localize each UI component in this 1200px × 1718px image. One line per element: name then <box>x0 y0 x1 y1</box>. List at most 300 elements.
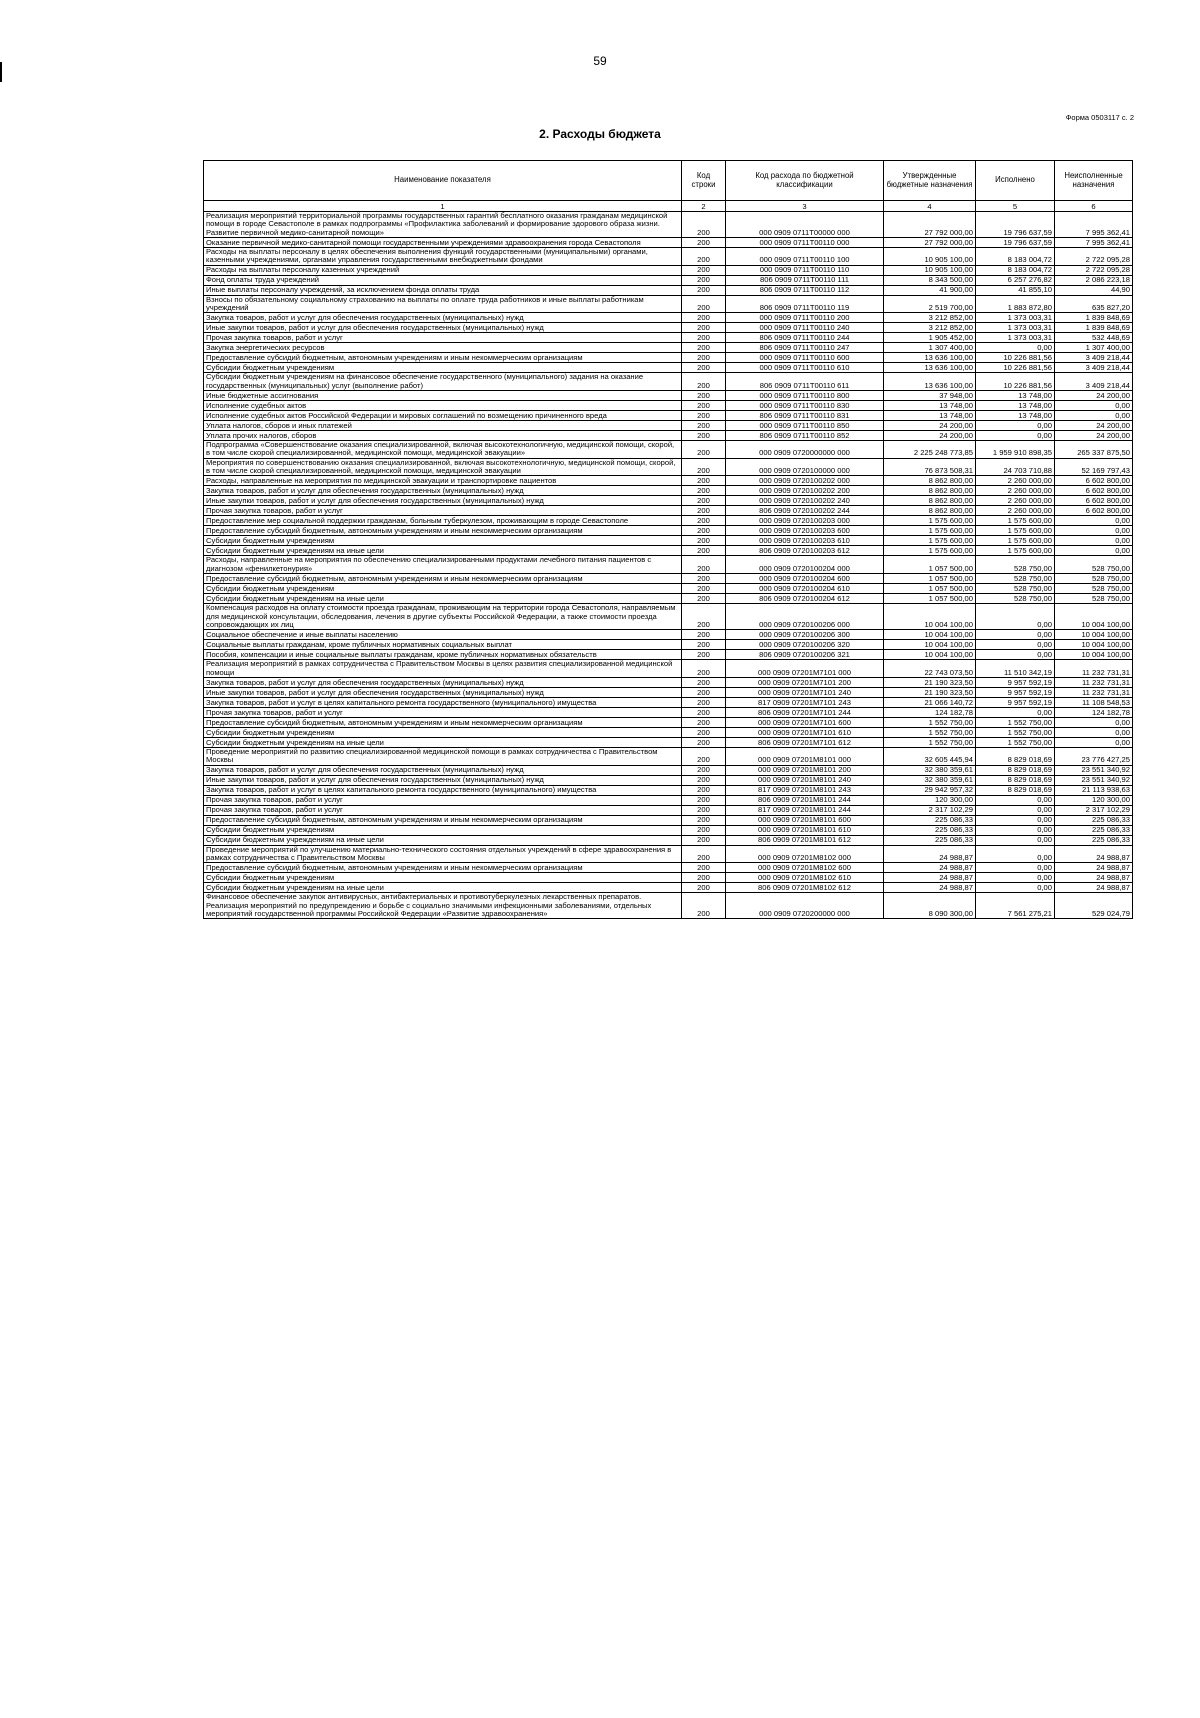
row-name: Прочая закупка товаров, работ и услуг <box>204 805 682 815</box>
column-number: 3 <box>726 201 884 212</box>
table-row <box>204 486 1133 496</box>
table-row <box>204 516 1133 526</box>
row-name: Иные выплаты персоналу учреждений, за исключением фонда оплаты труда <box>204 285 682 295</box>
expenses-table <box>203 160 1133 919</box>
row-executed: 1 575 600,00 <box>976 546 1055 556</box>
table-row <box>204 476 1133 486</box>
row-line-code: 200 <box>682 441 726 459</box>
table-row <box>204 687 1133 697</box>
row-unexecuted: 3 409 218,44 <box>1055 373 1133 391</box>
row-unexecuted: 23 551 340,92 <box>1055 775 1133 785</box>
row-classification-code: 806 0909 0711T00110 112 <box>726 285 884 295</box>
table-row <box>204 248 1133 266</box>
row-name: Мероприятия по совершенствованию оказания специализированной, включая высокотехнологичную, медицинской помощи, скорой, в том числе скорой специализированной, медицинской помощи, медицинской эвакуации <box>204 458 682 476</box>
row-name: Субсидии бюджетным учреждениям <box>204 873 682 883</box>
row-executed: 1 575 600,00 <box>976 526 1055 536</box>
table-row <box>204 343 1133 353</box>
row-executed: 1 552 750,00 <box>976 727 1055 737</box>
row-classification-code: 806 0909 07201M7101 612 <box>726 737 884 747</box>
table-row <box>204 765 1133 775</box>
row-name: Субсидии бюджетным учреждениям <box>204 536 682 546</box>
row-classification-code: 000 0909 0720100202 200 <box>726 486 884 496</box>
table-row <box>204 805 1133 815</box>
table-row <box>204 411 1133 421</box>
row-executed: 0,00 <box>976 883 1055 893</box>
row-classification-code: 000 0909 07201M8101 200 <box>726 765 884 775</box>
column-number: 6 <box>1055 201 1133 212</box>
row-approved: 225 086,33 <box>884 815 976 825</box>
table-row <box>204 697 1133 707</box>
table-row <box>204 265 1133 275</box>
row-executed: 528 750,00 <box>976 584 1055 594</box>
row-approved: 8 343 500,00 <box>884 275 976 285</box>
row-name: Закупка товаров, работ и услуг для обеспечения государственных (муниципальных) нужд <box>204 677 682 687</box>
form-code: Форма 0503117 с. 2 <box>1065 113 1134 122</box>
row-line-code: 200 <box>682 353 726 363</box>
column-number-row <box>204 201 1133 212</box>
row-unexecuted: 0,00 <box>1055 401 1133 411</box>
row-approved: 10 004 100,00 <box>884 630 976 640</box>
row-line-code: 200 <box>682 805 726 815</box>
row-line-code: 200 <box>682 496 726 506</box>
row-approved: 1 057 500,00 <box>884 556 976 574</box>
row-approved: 1 552 750,00 <box>884 727 976 737</box>
row-executed: 13 748,00 <box>976 391 1055 401</box>
row-unexecuted: 0,00 <box>1055 737 1133 747</box>
row-approved: 8 862 800,00 <box>884 486 976 496</box>
row-unexecuted: 1 839 848,69 <box>1055 323 1133 333</box>
row-name: Субсидии бюджетным учреждениям <box>204 584 682 594</box>
table-row <box>204 893 1133 919</box>
table-row <box>204 737 1133 747</box>
row-line-code: 200 <box>682 363 726 373</box>
table-row <box>204 295 1133 313</box>
header-classification-code: Код расхода по бюджетной классификации <box>726 161 884 201</box>
row-executed: 0,00 <box>976 835 1055 845</box>
row-unexecuted: 10 004 100,00 <box>1055 630 1133 640</box>
row-unexecuted: 6 602 800,00 <box>1055 486 1133 496</box>
row-approved: 13 636 100,00 <box>884 373 976 391</box>
row-name: Иные закупки товаров, работ и услуг для обеспечения государственных (муниципальных) нужд <box>204 496 682 506</box>
row-approved: 22 743 073,50 <box>884 660 976 678</box>
row-name: Расходы на выплаты персоналу в целях обеспечения выполнения функций государственными (муниципальными) органами, казенными учреждениями, органами управления государственными внебюджетными фондами <box>204 248 682 266</box>
row-line-code: 200 <box>682 650 726 660</box>
row-line-code: 200 <box>682 687 726 697</box>
row-name: Субсидии бюджетным учреждениям <box>204 363 682 373</box>
table-row <box>204 431 1133 441</box>
row-executed: 9 957 592,19 <box>976 697 1055 707</box>
row-unexecuted: 2 722 095,28 <box>1055 248 1133 266</box>
row-unexecuted: 21 113 938,63 <box>1055 785 1133 795</box>
table-row <box>204 313 1133 323</box>
row-unexecuted: 24 988,87 <box>1055 845 1133 863</box>
row-executed: 0,00 <box>976 863 1055 873</box>
table-row <box>204 594 1133 604</box>
row-line-code: 200 <box>682 431 726 441</box>
table-row <box>204 883 1133 893</box>
row-executed: 2 260 000,00 <box>976 486 1055 496</box>
row-classification-code: 000 0909 07201M7101 600 <box>726 717 884 727</box>
row-unexecuted: 2 086 223,18 <box>1055 275 1133 285</box>
row-executed: 19 796 637,59 <box>976 212 1055 238</box>
table-row <box>204 845 1133 863</box>
row-name: Фонд оплаты труда учреждений <box>204 275 682 285</box>
table-row <box>204 630 1133 640</box>
row-executed: 1 883 872,80 <box>976 295 1055 313</box>
row-classification-code: 000 0909 0720100000 000 <box>726 458 884 476</box>
row-approved: 10 004 100,00 <box>884 650 976 660</box>
row-line-code: 200 <box>682 391 726 401</box>
row-classification-code: 000 0909 0720100204 610 <box>726 584 884 594</box>
row-approved: 24 200,00 <box>884 431 976 441</box>
row-unexecuted: 225 086,33 <box>1055 815 1133 825</box>
row-approved: 1 575 600,00 <box>884 536 976 546</box>
row-name: Исполнение судебных актов Российской Федерации и мировых соглашений по возмещению причиненного вреда <box>204 411 682 421</box>
table-row <box>204 650 1133 660</box>
row-name: Реализация мероприятий в рамках сотрудничества с Правительством Москвы в целях развития специализированной медицинской помощи <box>204 660 682 678</box>
row-approved: 21 190 323,50 <box>884 677 976 687</box>
row-classification-code: 000 0909 0720100206 320 <box>726 640 884 650</box>
table-row <box>204 640 1133 650</box>
row-unexecuted: 265 337 875,50 <box>1055 441 1133 459</box>
row-line-code: 200 <box>682 594 726 604</box>
row-name: Субсидии бюджетным учреждениям <box>204 825 682 835</box>
row-unexecuted: 24 988,87 <box>1055 883 1133 893</box>
row-name: Закупка товаров, работ и услуг для обеспечения государственных (муниципальных) нужд <box>204 765 682 775</box>
row-unexecuted: 0,00 <box>1055 546 1133 556</box>
row-line-code: 200 <box>682 795 726 805</box>
table-row <box>204 391 1133 401</box>
row-line-code: 200 <box>682 765 726 775</box>
row-classification-code: 000 0909 0720100203 000 <box>726 516 884 526</box>
table-row <box>204 526 1133 536</box>
row-executed: 9 957 592,19 <box>976 687 1055 697</box>
row-approved: 24 988,87 <box>884 873 976 883</box>
row-classification-code: 000 0909 07201M8102 000 <box>726 845 884 863</box>
row-name: Предоставление субсидий бюджетным, автономным учреждениям и иным некоммерческим организациям <box>204 815 682 825</box>
row-executed: 0,00 <box>976 815 1055 825</box>
row-name: Взносы по обязательному социальному страхованию на выплаты по оплате труда работников и иные выплаты работникам учреждений <box>204 295 682 313</box>
row-name: Иные закупки товаров, работ и услуг для обеспечения государственных (муниципальных) нужд <box>204 323 682 333</box>
row-approved: 2 519 700,00 <box>884 295 976 313</box>
row-approved: 1 575 600,00 <box>884 546 976 556</box>
row-approved: 21 190 323,50 <box>884 687 976 697</box>
row-classification-code: 806 0909 07201M8101 244 <box>726 795 884 805</box>
row-approved: 1 575 600,00 <box>884 516 976 526</box>
row-executed: 24 703 710,88 <box>976 458 1055 476</box>
row-classification-code: 806 0909 0711T00110 247 <box>726 343 884 353</box>
row-approved: 1 552 750,00 <box>884 737 976 747</box>
row-approved: 225 086,33 <box>884 825 976 835</box>
table-row <box>204 727 1133 737</box>
row-classification-code: 806 0909 0720100206 321 <box>726 650 884 660</box>
table-row <box>204 401 1133 411</box>
table-row <box>204 795 1133 805</box>
row-approved: 8 862 800,00 <box>884 506 976 516</box>
row-classification-code: 000 0909 0720100203 600 <box>726 526 884 536</box>
row-name: Иные закупки товаров, работ и услуг для обеспечения государственных (муниципальных) нужд <box>204 775 682 785</box>
row-executed: 1 959 910 898,35 <box>976 441 1055 459</box>
row-line-code: 200 <box>682 815 726 825</box>
row-classification-code: 000 0909 0711T00110 850 <box>726 421 884 431</box>
row-unexecuted: 0,00 <box>1055 516 1133 526</box>
row-classification-code: 000 0909 0711T00110 610 <box>726 363 884 373</box>
row-unexecuted: 532 448,69 <box>1055 333 1133 343</box>
table-row <box>204 717 1133 727</box>
row-unexecuted: 11 232 731,31 <box>1055 687 1133 697</box>
row-classification-code: 000 0909 0711T00110 600 <box>726 353 884 363</box>
column-number: 5 <box>976 201 1055 212</box>
table-body <box>204 212 1133 919</box>
row-line-code: 200 <box>682 323 726 333</box>
header-name: Наименование показателя <box>204 161 682 201</box>
row-approved: 3 212 852,00 <box>884 323 976 333</box>
row-name: Закупка энергетических ресурсов <box>204 343 682 353</box>
row-classification-code: 000 0909 0711T00110 100 <box>726 248 884 266</box>
row-classification-code: 806 0909 07201M8102 612 <box>726 883 884 893</box>
row-approved: 24 988,87 <box>884 883 976 893</box>
row-name: Прочая закупка товаров, работ и услуг <box>204 506 682 516</box>
row-executed: 1 373 003,31 <box>976 323 1055 333</box>
row-unexecuted: 2 722 095,28 <box>1055 265 1133 275</box>
row-unexecuted: 0,00 <box>1055 717 1133 727</box>
table-row <box>204 863 1133 873</box>
row-line-code: 200 <box>682 835 726 845</box>
row-unexecuted: 24 200,00 <box>1055 421 1133 431</box>
row-classification-code: 000 0909 07201M7101 000 <box>726 660 884 678</box>
row-name: Уплата прочих налогов, сборов <box>204 431 682 441</box>
row-classification-code: 000 0909 0720100204 600 <box>726 574 884 584</box>
row-executed: 0,00 <box>976 630 1055 640</box>
row-executed: 13 748,00 <box>976 411 1055 421</box>
table-row <box>204 677 1133 687</box>
row-approved: 37 948,00 <box>884 391 976 401</box>
row-executed: 0,00 <box>976 707 1055 717</box>
row-line-code: 200 <box>682 863 726 873</box>
row-executed: 0,00 <box>976 805 1055 815</box>
row-classification-code: 806 0909 0720100202 244 <box>726 506 884 516</box>
row-classification-code: 000 0909 07201M8102 600 <box>726 863 884 873</box>
row-name: Социальные выплаты гражданам, кроме публичных нормативных социальных выплат <box>204 640 682 650</box>
row-classification-code: 000 0909 0720100206 300 <box>726 630 884 640</box>
row-executed: 8 829 018,69 <box>976 785 1055 795</box>
row-approved: 24 200,00 <box>884 421 976 431</box>
row-executed: 1 575 600,00 <box>976 536 1055 546</box>
row-classification-code: 806 0909 0711T00110 831 <box>726 411 884 421</box>
row-unexecuted: 3 409 218,44 <box>1055 363 1133 373</box>
row-name: Расходы на выплаты персоналу казенных учреждений <box>204 265 682 275</box>
row-unexecuted: 6 602 800,00 <box>1055 506 1133 516</box>
row-unexecuted: 44,90 <box>1055 285 1133 295</box>
row-name: Закупка товаров, работ и услуг для обеспечения государственных (муниципальных) нужд <box>204 313 682 323</box>
row-line-code: 200 <box>682 506 726 516</box>
table-row <box>204 275 1133 285</box>
row-executed: 10 226 881,56 <box>976 373 1055 391</box>
row-executed: 1 373 003,31 <box>976 313 1055 323</box>
table-row <box>204 584 1133 594</box>
row-classification-code: 000 0909 0711T00110 240 <box>726 323 884 333</box>
row-approved: 13 748,00 <box>884 411 976 421</box>
row-unexecuted: 225 086,33 <box>1055 835 1133 845</box>
row-line-code: 200 <box>682 574 726 584</box>
table-row <box>204 458 1133 476</box>
row-unexecuted: 6 602 800,00 <box>1055 496 1133 506</box>
row-line-code: 200 <box>682 285 726 295</box>
row-line-code: 200 <box>682 604 726 630</box>
row-approved: 120 300,00 <box>884 795 976 805</box>
row-line-code: 200 <box>682 476 726 486</box>
row-line-code: 200 <box>682 546 726 556</box>
row-classification-code: 000 0909 0720100206 000 <box>726 604 884 630</box>
row-classification-code: 000 0909 07201M8101 000 <box>726 747 884 765</box>
row-line-code: 200 <box>682 707 726 717</box>
row-line-code: 200 <box>682 486 726 496</box>
table-row <box>204 373 1133 391</box>
row-approved: 1 057 500,00 <box>884 584 976 594</box>
row-unexecuted: 24 200,00 <box>1055 431 1133 441</box>
row-executed: 0,00 <box>976 795 1055 805</box>
table-row <box>204 604 1133 630</box>
table-row <box>204 546 1133 556</box>
row-executed: 0,00 <box>976 431 1055 441</box>
row-line-code: 200 <box>682 825 726 835</box>
row-unexecuted: 24 988,87 <box>1055 873 1133 883</box>
row-classification-code: 806 0909 0720100203 612 <box>726 546 884 556</box>
row-approved: 24 988,87 <box>884 863 976 873</box>
row-unexecuted: 11 108 548,53 <box>1055 697 1133 707</box>
row-unexecuted: 23 551 340,92 <box>1055 765 1133 775</box>
row-executed: 19 796 637,59 <box>976 238 1055 248</box>
row-line-code: 200 <box>682 373 726 391</box>
row-line-code: 200 <box>682 556 726 574</box>
row-classification-code: 806 0909 0720100204 612 <box>726 594 884 604</box>
row-approved: 76 873 508,31 <box>884 458 976 476</box>
row-name: Расходы, направленные на мероприятия по медицинской эвакуации и транспортировке пациентов <box>204 476 682 486</box>
row-executed: 528 750,00 <box>976 574 1055 584</box>
header-row <box>204 161 1133 201</box>
row-classification-code: 000 0909 07201M8101 610 <box>726 825 884 835</box>
row-classification-code: 806 0909 0711T00110 111 <box>726 275 884 285</box>
row-line-code: 200 <box>682 717 726 727</box>
row-line-code: 200 <box>682 411 726 421</box>
row-executed: 7 561 275,21 <box>976 893 1055 919</box>
row-executed: 1 575 600,00 <box>976 516 1055 526</box>
header-line-code: Код строки <box>682 161 726 201</box>
scan-edge-mark <box>0 62 2 82</box>
row-executed: 41 855,10 <box>976 285 1055 295</box>
row-line-code: 200 <box>682 275 726 285</box>
row-line-code: 200 <box>682 845 726 863</box>
row-name: Субсидии бюджетным учреждениям <box>204 727 682 737</box>
row-line-code: 200 <box>682 737 726 747</box>
row-classification-code: 806 0909 07201M7101 244 <box>726 707 884 717</box>
row-line-code: 200 <box>682 526 726 536</box>
row-name: Субсидии бюджетным учреждениям на иные цели <box>204 546 682 556</box>
table-row <box>204 825 1133 835</box>
row-approved: 1 307 400,00 <box>884 343 976 353</box>
table-row <box>204 815 1133 825</box>
row-unexecuted: 528 750,00 <box>1055 574 1133 584</box>
row-line-code: 200 <box>682 630 726 640</box>
row-executed: 6 257 276,82 <box>976 275 1055 285</box>
row-approved: 2 317 102,29 <box>884 805 976 815</box>
row-classification-code: 000 0909 07201M7101 610 <box>726 727 884 737</box>
row-classification-code: 817 0909 07201M7101 243 <box>726 697 884 707</box>
row-executed: 8 829 018,69 <box>976 747 1055 765</box>
row-name: Субсидии бюджетным учреждениям на иные цели <box>204 737 682 747</box>
table-row <box>204 660 1133 678</box>
row-unexecuted: 1 839 848,69 <box>1055 313 1133 323</box>
row-unexecuted: 529 024,79 <box>1055 893 1133 919</box>
row-name: Расходы, направленные на мероприятия по обеспечению специализированными продуктами лечебного питания пациентов с диагнозом «фенилкетонурия» <box>204 556 682 574</box>
row-approved: 1 057 500,00 <box>884 574 976 584</box>
row-approved: 13 748,00 <box>884 401 976 411</box>
row-classification-code: 000 0909 0720200000 000 <box>726 893 884 919</box>
row-executed: 10 226 881,56 <box>976 353 1055 363</box>
row-classification-code: 000 0909 07201M8102 610 <box>726 873 884 883</box>
row-name: Субсидии бюджетным учреждениям на иные цели <box>204 594 682 604</box>
row-name: Иные бюджетные ассигнования <box>204 391 682 401</box>
table-row <box>204 238 1133 248</box>
row-approved: 8 862 800,00 <box>884 476 976 486</box>
row-line-code: 200 <box>682 536 726 546</box>
row-executed: 0,00 <box>976 421 1055 431</box>
row-executed: 9 957 592,19 <box>976 677 1055 687</box>
row-executed: 528 750,00 <box>976 556 1055 574</box>
row-executed: 8 829 018,69 <box>976 765 1055 775</box>
row-executed: 0,00 <box>976 650 1055 660</box>
row-executed: 0,00 <box>976 343 1055 353</box>
row-classification-code: 806 0909 0711T00110 244 <box>726 333 884 343</box>
row-approved: 10 004 100,00 <box>884 604 976 630</box>
row-unexecuted: 24 988,87 <box>1055 863 1133 873</box>
row-name: Субсидии бюджетным учреждениям на иные цели <box>204 835 682 845</box>
row-approved: 10 905 100,00 <box>884 248 976 266</box>
table-row <box>204 323 1133 333</box>
row-classification-code: 000 0909 07201M8101 600 <box>726 815 884 825</box>
table-row <box>204 556 1133 574</box>
row-line-code: 200 <box>682 883 726 893</box>
row-unexecuted: 0,00 <box>1055 727 1133 737</box>
row-unexecuted: 52 169 797,43 <box>1055 458 1133 476</box>
row-approved: 10 905 100,00 <box>884 265 976 275</box>
row-executed: 1 373 003,31 <box>976 333 1055 343</box>
row-approved: 225 086,33 <box>884 835 976 845</box>
row-approved: 3 212 852,00 <box>884 313 976 323</box>
row-name: Исполнение судебных актов <box>204 401 682 411</box>
row-name: Предоставление субсидий бюджетным, автономным учреждениям и иным некоммерческим организациям <box>204 717 682 727</box>
row-line-code: 200 <box>682 677 726 687</box>
row-approved: 1 575 600,00 <box>884 526 976 536</box>
table-row <box>204 873 1133 883</box>
row-line-code: 200 <box>682 893 726 919</box>
row-classification-code: 000 0909 0711T00110 800 <box>726 391 884 401</box>
row-executed: 2 260 000,00 <box>976 506 1055 516</box>
row-approved: 32 380 359,61 <box>884 775 976 785</box>
row-approved: 41 900,00 <box>884 285 976 295</box>
row-classification-code: 000 0909 0720100202 000 <box>726 476 884 486</box>
row-executed: 0,00 <box>976 873 1055 883</box>
row-classification-code: 000 0909 07201M7101 200 <box>726 677 884 687</box>
row-executed: 10 226 881,56 <box>976 363 1055 373</box>
row-executed: 13 748,00 <box>976 401 1055 411</box>
row-approved: 21 066 140,72 <box>884 697 976 707</box>
row-name: Социальное обеспечение и иные выплаты населению <box>204 630 682 640</box>
header-unexecuted: Неисполненные назначения <box>1055 161 1133 201</box>
row-unexecuted: 120 300,00 <box>1055 795 1133 805</box>
row-line-code: 200 <box>682 697 726 707</box>
row-unexecuted: 124 182,78 <box>1055 707 1133 717</box>
